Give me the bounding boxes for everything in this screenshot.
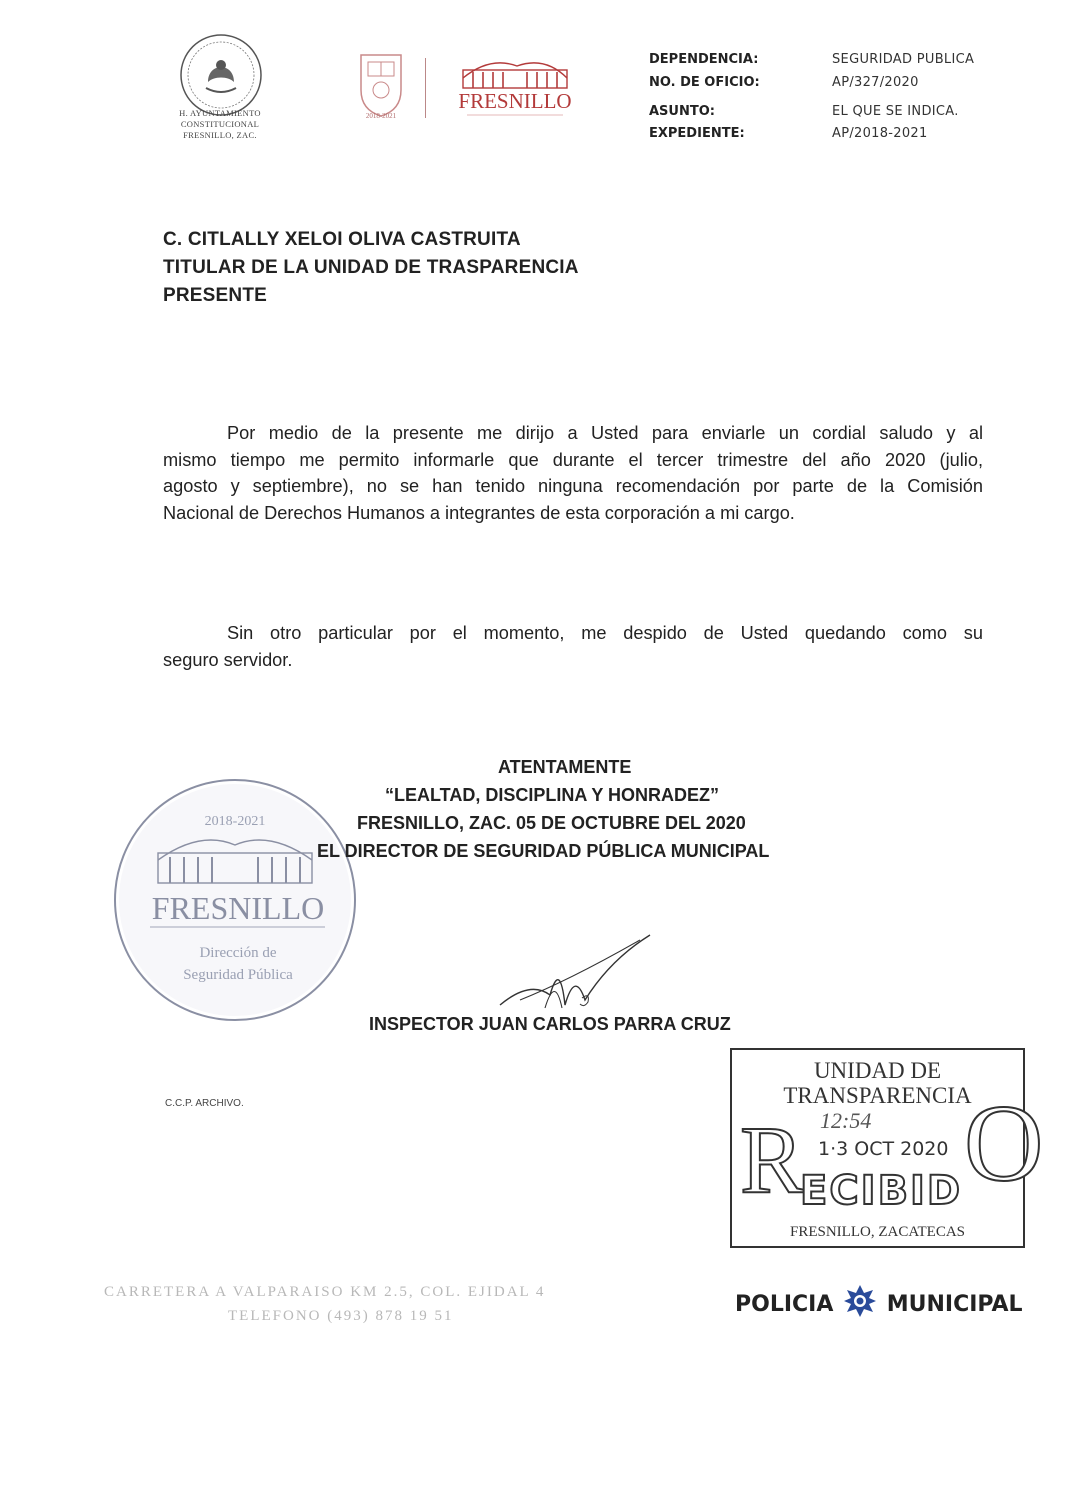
seal-name: FRESNILLO bbox=[151, 890, 325, 926]
seguridad-publica-seal-stamp bbox=[110, 775, 360, 1025]
body-paragraph-2 bbox=[163, 620, 983, 673]
stamp-word: ECIBID bbox=[800, 1168, 963, 1214]
body-paragraph-1 bbox=[163, 420, 983, 526]
addressee-title: TITULAR DE LA UNIDAD DE TRASPARENCIA bbox=[163, 257, 579, 278]
received-stamp bbox=[730, 1048, 1044, 1248]
ccp-archivo: C.C.P. ARCHIVO. bbox=[165, 1098, 244, 1109]
closing-role: EL DIRECTOR DE SEGURIDAD PÚBLICA MUNICIPAL bbox=[317, 841, 770, 861]
mexican-seal-icon bbox=[178, 32, 264, 118]
seal-year: 2018-2021 bbox=[204, 814, 266, 829]
handwritten-signature bbox=[490, 920, 660, 1015]
body-line: Nacional de Derechos Humanos a integrantes de esta corporación a mi cargo. bbox=[163, 502, 795, 523]
asunto-label: ASUNTO: bbox=[649, 104, 715, 119]
oficio-value: AP/327/2020 bbox=[832, 75, 919, 90]
addressee-name: C. CITLALLY XELOI OLIVA CASTRUITA bbox=[163, 229, 521, 250]
logo-text: FRESNILLO bbox=[458, 89, 572, 113]
stamp-line2: TRANSPARENCIA bbox=[783, 1083, 972, 1108]
seal-line1: Dirección de bbox=[199, 945, 277, 961]
stamp-place: FRESNILLO, ZACATECAS bbox=[789, 1224, 965, 1240]
footer-phone: TELEFONO (493) 878 19 51 bbox=[228, 1308, 454, 1324]
asunto-value: EL QUE SE INDICA. bbox=[832, 104, 959, 119]
dependencia-label: DEPENDENCIA: bbox=[649, 52, 759, 67]
closing-motto: “LEALTAD, DISCIPLINA Y HONRADEZ” bbox=[385, 785, 720, 805]
ayuntamiento-line: FRESNILLO, ZAC. bbox=[183, 130, 257, 140]
ayuntamiento-line: H. AYUNTAMIENTO bbox=[179, 108, 261, 118]
expediente-value: AP/2018-2021 bbox=[832, 126, 928, 141]
body-line: agosto y septiembre), no se han tenido ninguna recomendación por parte de la Comisión bbox=[163, 476, 983, 496]
policia-label: POLICIA bbox=[735, 1292, 834, 1317]
stamp-time: 12:54 bbox=[820, 1108, 872, 1133]
seal-line2: Seguridad Pública bbox=[183, 967, 293, 983]
stamp-date: 1·3 OCT 2020 bbox=[818, 1138, 949, 1160]
closing-atentamente: ATENTAMENTE bbox=[498, 757, 632, 777]
signer-name: INSPECTOR JUAN CARLOS PARRA CRUZ bbox=[369, 1014, 731, 1034]
dependencia-value: SEGURIDAD PUBLICA bbox=[832, 52, 975, 67]
addressee-present: PRESENTE bbox=[163, 285, 268, 306]
police-star-icon bbox=[843, 1284, 877, 1318]
footer-address: CARRETERA A VALPARAISO KM 2.5, COL. EJIDAL 4 bbox=[104, 1284, 546, 1300]
closing-place-date: FRESNILLO, ZAC. 05 DE OCTUBRE DEL 2020 bbox=[357, 813, 746, 833]
stamp-letter-r: R bbox=[740, 1106, 805, 1213]
oficio-label: NO. DE OFICIO: bbox=[649, 75, 760, 90]
body-line: mismo tiempo me permito informarle que durante el tercer trimestre del año 2020 (julio, bbox=[163, 449, 983, 470]
stamp-line1: UNIDAD DE bbox=[813, 1058, 942, 1083]
body-line: seguro servidor. bbox=[163, 649, 293, 670]
crest-year: 2018-2021 bbox=[365, 112, 397, 120]
ayuntamiento-caption bbox=[150, 108, 290, 141]
fresnillo-logo bbox=[445, 48, 585, 120]
body-line: Por medio de la presente me dirijo a Usted para enviarle un cordial saludo y al bbox=[227, 423, 983, 443]
ayuntamiento-line: CONSTITUCIONAL bbox=[180, 119, 260, 129]
policia-municipal-logo bbox=[735, 1284, 1023, 1318]
header-divider bbox=[425, 58, 426, 118]
stamp-letter-o: O bbox=[964, 1082, 1044, 1204]
municipal-label: MUNICIPAL bbox=[886, 1292, 1023, 1317]
fresnillo-crest-icon bbox=[356, 50, 406, 120]
body-line: Sin otro particular por el momento, me despido de Usted quedando como su bbox=[227, 623, 983, 643]
expediente-label: EXPEDIENTE: bbox=[649, 126, 745, 141]
